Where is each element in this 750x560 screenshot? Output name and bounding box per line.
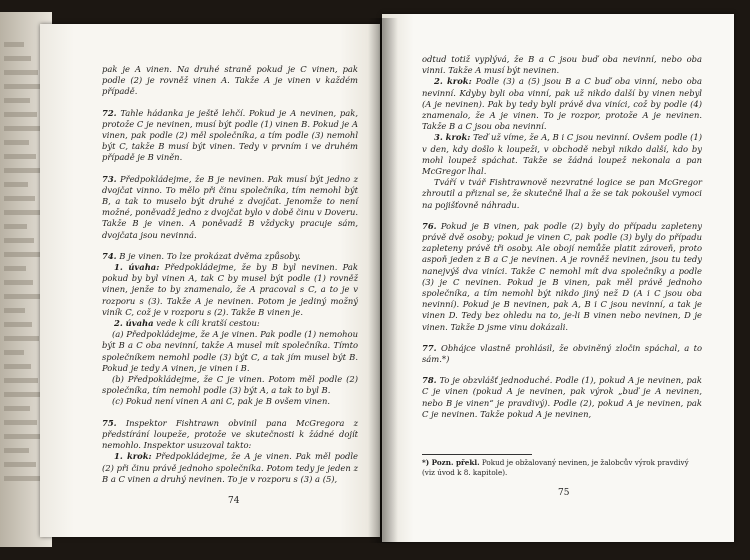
underlying-text-line <box>4 168 43 173</box>
footnote-mark: *) Pozn. překl. <box>422 458 480 467</box>
solution-paragraph <box>422 221 702 333</box>
paragraph-text: (a) Předpokládejme, že A je vinen. Pak podle (1) nemohou být B a C oba nevinní, takže A musel mít společníka. Tímto společníkem nemohl podle (3) být C, a tak jím musel být B. Pokud je tedy A vinen, je vinen i B. <box>102 329 358 373</box>
step-label: 2. úvaha <box>114 318 154 329</box>
step-label: 2. krok: <box>434 76 472 87</box>
step-paragraph <box>422 76 702 132</box>
underlying-text-line <box>4 224 27 229</box>
underlying-text-line <box>4 392 45 397</box>
paragraph-text: Pokud je B vinen, pak podle (2) byly do případu zapleteny právě dvě osoby; pokud je vinen C, pak podle (3) byly do případu zapleteny právě tři osoby. Ale obojí nemůže platit zároveň, proto aspoň jeden z B a C je nevinen. A je rovněž nevinen, jsou tu tedy nanejvýš dva viníci. Takže C nemohl mít dva společníky a podle (3) je C nevinen. Pokud je B vinen, pak měl právě jednoho společníka, a tím nemohl být nikdo jiný než D (A i C jsou oba nevinní). Pokud je B nevinen, pak A, B i C jsou nevinní, a tak je vinen D. Tedy bez ohledu na to, je-li B vinen nebo nevinen, D je vinen. Takže D jsme vinu dokázali. <box>422 220 702 332</box>
underlying-text-line <box>4 462 36 467</box>
underlying-text-line <box>4 434 44 439</box>
book-spine-shadow <box>368 18 398 543</box>
underlying-text-line <box>4 238 34 243</box>
step-label: 1. krok: <box>114 451 152 462</box>
paragraph-text: Tváří v tvář Fishtrawnově nezvratné logice se pan McGregor zhroutil a přiznal se, že skutečně lhal a že se tak pokoušel vymoci na pojišťovně náhradu. <box>422 177 702 210</box>
step-paragraph <box>422 132 702 177</box>
paragraph-text: (c) Pokud není vinen A ani C, pak je B ovšem vinen. <box>112 396 331 407</box>
step-label: 1. úvaha: <box>114 262 160 273</box>
step-paragraph <box>102 451 358 485</box>
case-paragraph <box>102 396 358 407</box>
left-page-text <box>102 64 358 485</box>
underlying-text-line <box>4 378 38 383</box>
solution-number: 74. <box>102 250 117 261</box>
underlying-text-line <box>4 154 36 159</box>
underlying-text-line <box>4 336 39 341</box>
paragraph-text: Předpokládejme, že A je vinen. Pak měl podle (2) při činu právě jednoho společníka. Potom tedy je jeden z B a C vinen a druhý nevinen. To je v rozporu s (3) a (5), <box>102 451 358 484</box>
paragraph-text: To je obzvlášť jednoduché. Podle (1), pokud A je nevinen, pak C je vinen (pokud A je nevinen, pak výrok „buď je A nevinen, nebo B je vinen“ je pravdivý). Podle (2), pokud A je nevinen, pak C je nevinen. Takže pokud A je nevinen, <box>422 375 702 419</box>
underlying-text-line <box>4 420 37 425</box>
narrative-paragraph <box>422 177 702 211</box>
continuation-paragraph <box>422 54 702 76</box>
underlying-text-line <box>4 182 28 187</box>
underlying-text-line <box>4 126 44 131</box>
underlying-text-line <box>4 280 33 285</box>
solution-paragraph <box>102 251 358 262</box>
solution-number: 73. <box>102 173 117 184</box>
solution-paragraph <box>422 375 702 420</box>
paragraph-text: Podle (3) a (5) jsou B a C buď oba vinní, nebo oba nevinní. Kdyby byli oba vinní, pak už nikdo další by vinen nebyl (A je nevinen). Pak by tedy byli právě dva viníci, což by podle (4) znamenalo, že A je vinen. To je rozpor, protože A je nevinen. Takže B a C jsou oba nevinní. <box>422 76 702 132</box>
solution-number: 72. <box>102 107 117 118</box>
case-paragraph <box>102 374 358 396</box>
step-paragraph <box>102 262 358 318</box>
footnote-text: Pokud je obžalovaný nevinen, je žalobcův výrok pravdivý (viz úvod k 8. kapitole). <box>422 458 689 477</box>
underlying-text-line <box>4 84 45 89</box>
footnote <box>422 458 702 477</box>
underlying-text-line <box>4 196 35 201</box>
underlying-text-line <box>4 266 26 271</box>
underlying-text-line <box>4 350 24 355</box>
solution-paragraph <box>102 418 358 452</box>
step-label: 3. krok: <box>434 132 471 143</box>
underlying-text-line <box>4 210 42 215</box>
solution-paragraph <box>102 174 358 241</box>
paragraph-text: Obhájce vlastně prohlásil, že obviněný zločin spáchal, a to sám.*) <box>422 342 702 365</box>
paragraph-text: Předpokládejme, že by B byl nevinen. Pak pokud by byl vinen A, tak C by musel být podle (1) rovněž vinen, jenže to by znamenalo, že A pracoval s C, a to je v rozporu s (3). Takže A je nevinen. Potom je jediný možný viník C, což je v rozporu s (2). Takže B vinen je. <box>102 262 358 317</box>
underlying-text-line <box>4 406 30 411</box>
underlying-text-line <box>4 252 41 257</box>
solution-number: 76. <box>422 220 437 231</box>
solution-number: 77. <box>422 342 437 353</box>
underlying-text-line <box>4 140 29 145</box>
paragraph-text: odtud totiž vyplývá, že B a C jsou buď oba nevinní, nebo oba vinni. Takže A musí být nevinen. <box>422 54 702 76</box>
underlying-text-line <box>4 70 38 75</box>
case-paragraph <box>102 329 358 374</box>
underlying-text-line <box>4 42 24 47</box>
underlying-text-line <box>4 448 29 453</box>
left-page-number: 74 <box>228 496 240 506</box>
step-paragraph <box>102 318 358 329</box>
footnote-rule <box>422 454 532 455</box>
paragraph-text: Předpokládejme, že B je nevinen. Pak musí být jedno z dvojčat vinno. To mělo při činu společníka, tím nemohl být B, a tak to muselo být druhé z dvojčat. Jenomže to není možné, poněvadž jedno z dvojčat bylo v době činu v Doveru. Takže B je vinen. A poněvadž B vždycky pracuje sám, dvojčata jsou nevinná. <box>102 173 358 240</box>
left-page <box>40 24 380 537</box>
underlying-text-line <box>4 98 30 103</box>
right-page <box>382 14 734 542</box>
solution-paragraph <box>102 108 358 164</box>
right-page-number: 75 <box>558 488 570 498</box>
underlying-text-line <box>4 476 43 481</box>
paragraph-text: Tahle hádanka je ještě lehčí. Pokud je A nevinen, pak, protože C je nevinen, musí být podle (1) vinen B. Pokud je A vinen, pak podle (2) měl společníka, a tím podle (3) nemohl být C, takže B musí být vinen. Tedy v prvním i ve druhém případě je B viněn. <box>102 107 358 163</box>
paragraph-text: Teď už víme, že A, B i C jsou nevinní. Ovšem podle (1) v den, kdy došlo k loupeži, v obchodě nebyl nikdo další, kdo by mohl loupež spáchat. Takže se žádná loupež nekonala a pan McGregor lhal. <box>422 132 702 177</box>
right-page-text <box>422 54 702 420</box>
underlying-text-line <box>4 294 40 299</box>
paragraph-text: Inspektor Fishtrawn obvinil pana McGregora z předstírání loupeže, protože ve skutečnosti k žádné dojít nemohlo. Inspektor usuzoval takto: <box>102 417 358 451</box>
paragraph-text: (b) Předpokládejme, že C je vinen. Potom měl podle (2) společníka, tím nemohl podle (3) být A, a tak to byl B. <box>102 374 358 396</box>
underlying-text-line <box>4 56 31 61</box>
paragraph-text: vede k cíli kratší cestou: <box>156 318 260 329</box>
solution-number: 75. <box>102 417 117 428</box>
solution-number: 78. <box>422 375 437 386</box>
underlying-text-line <box>4 308 25 313</box>
underlying-text-line <box>4 322 32 327</box>
underlying-text-line <box>4 112 37 117</box>
underlying-text-line <box>4 364 31 369</box>
continuation-paragraph <box>102 64 358 98</box>
paragraph-text: B je vinen. To lze prokázat dvěma způsoby. <box>119 250 301 261</box>
solution-paragraph <box>422 343 702 365</box>
paragraph-text: pak je A vinen. Na druhé straně pokud je C vinen, pak podle (2) je rovněž vinen A. Takže A je vinen v každém případě. <box>102 64 358 97</box>
